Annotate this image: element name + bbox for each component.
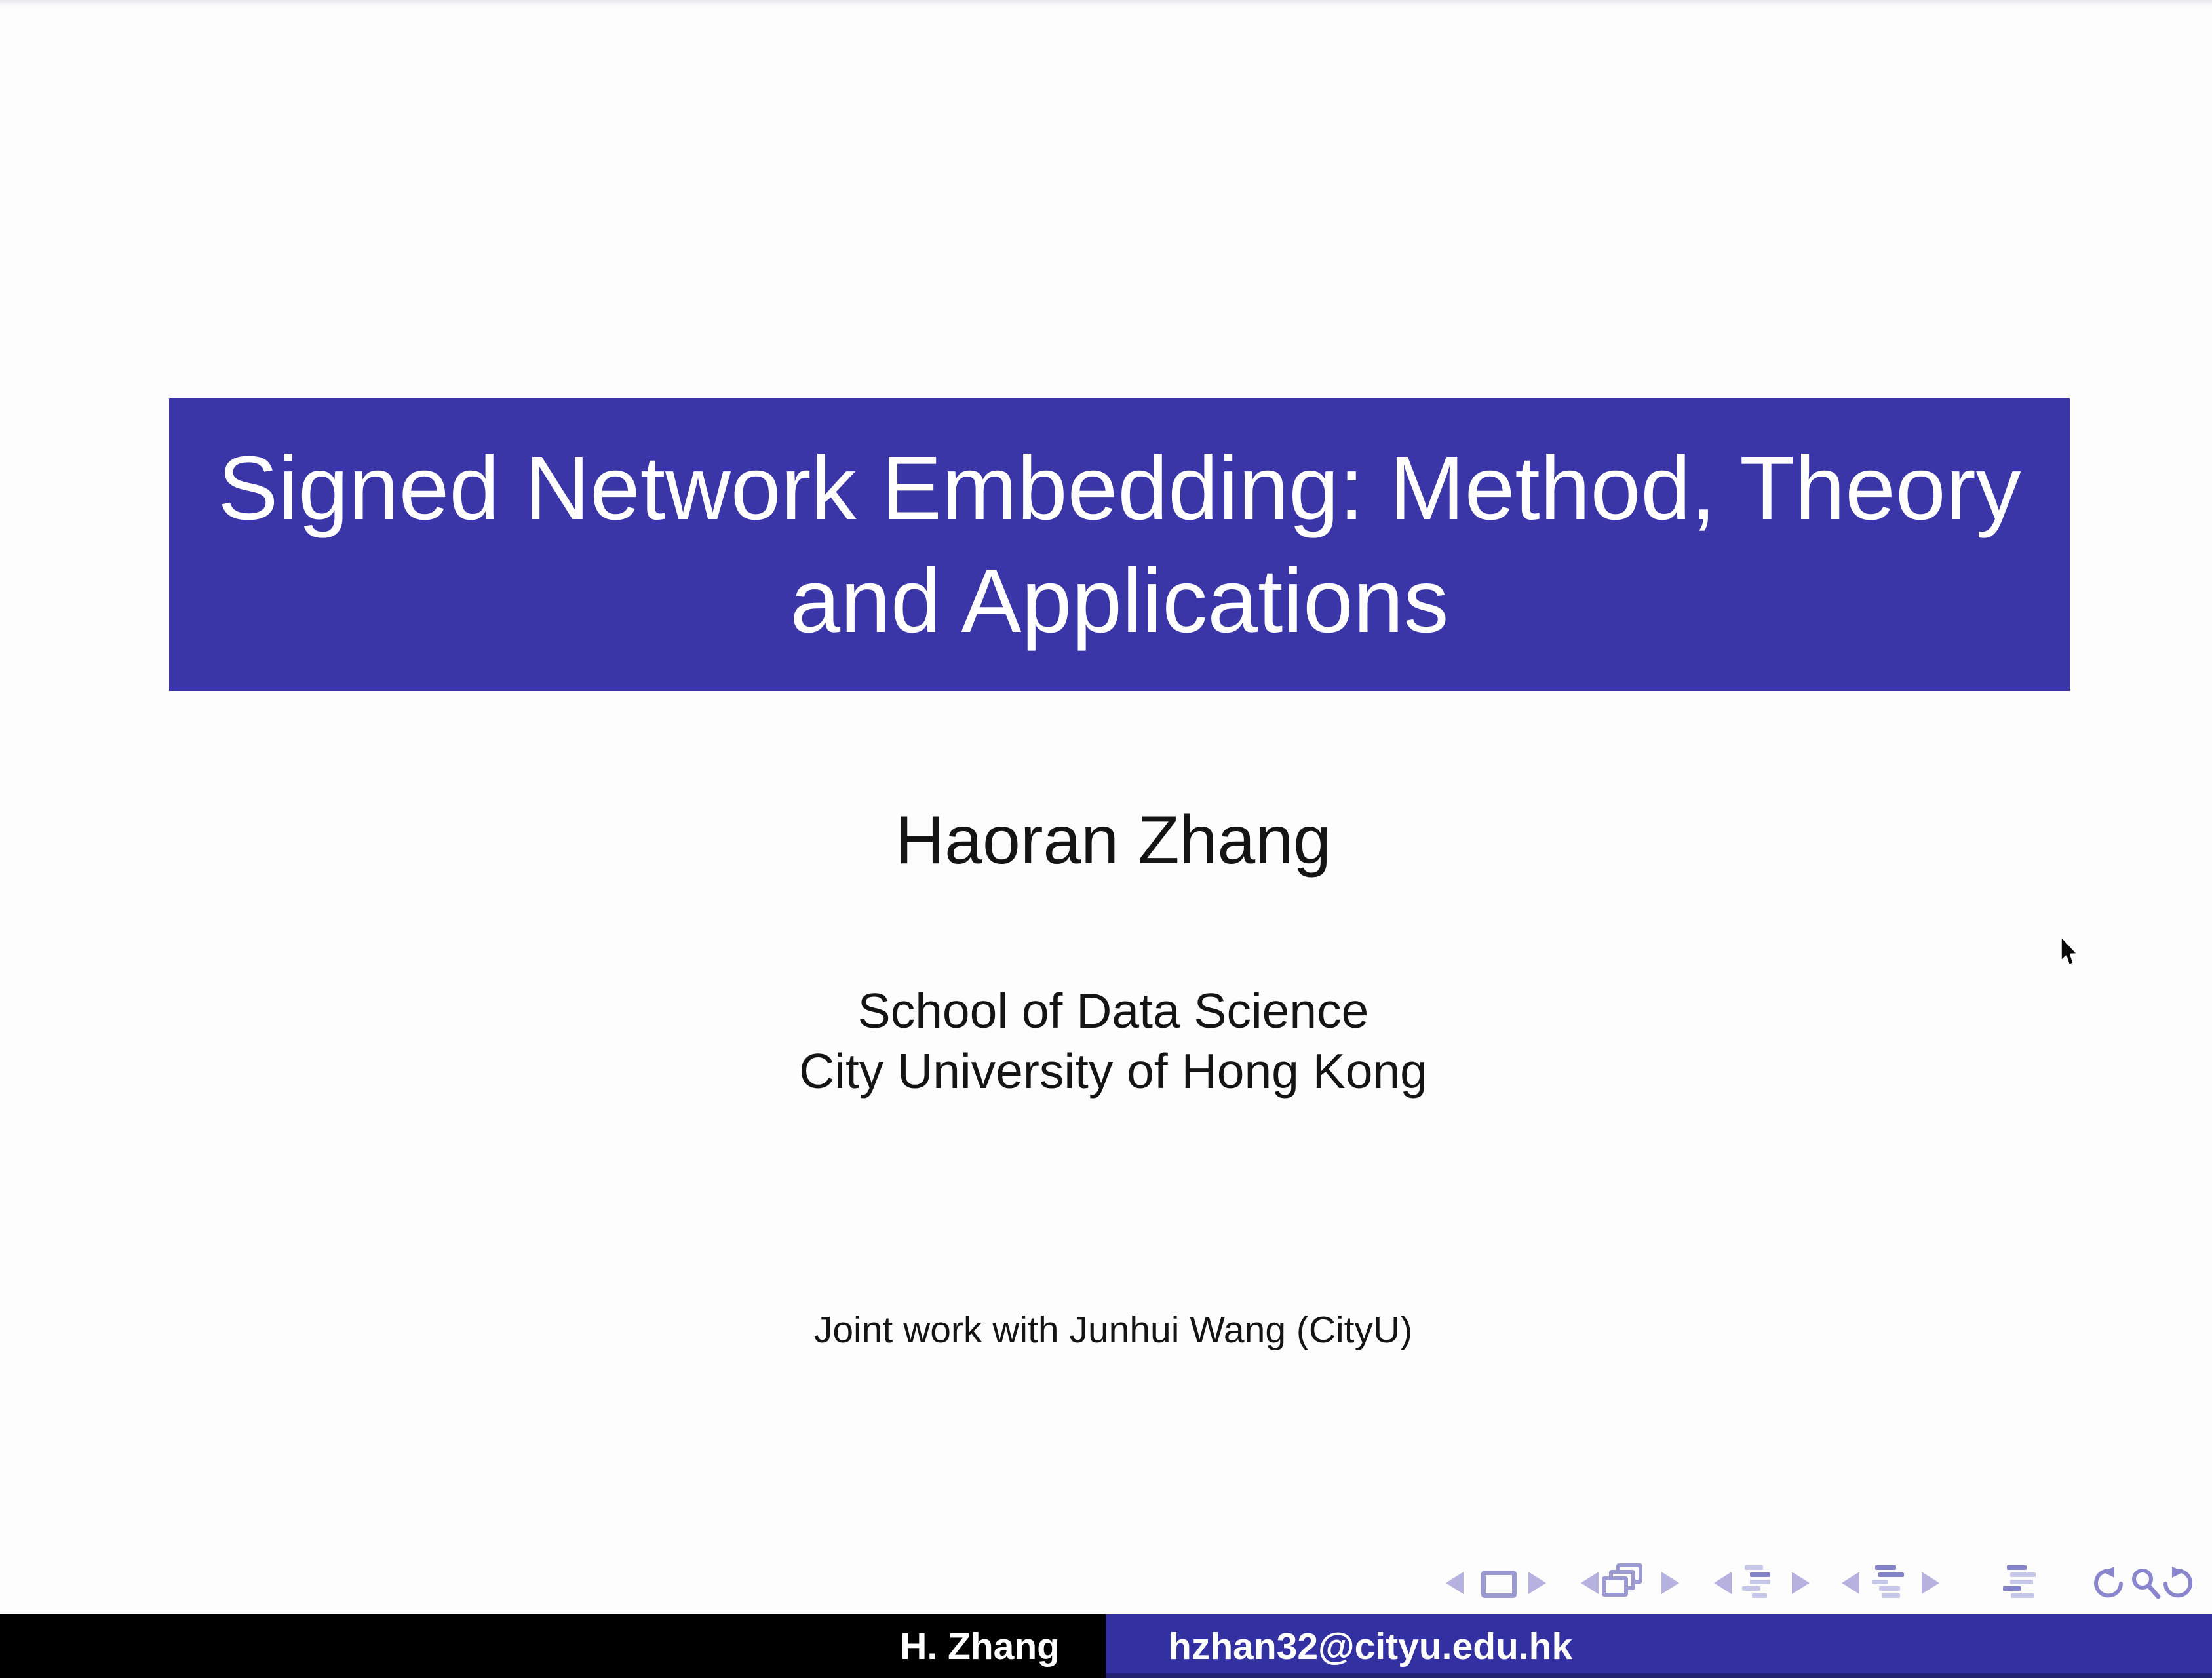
bar [1745,1565,1763,1570]
chevron-left-icon [1446,1572,1464,1594]
footer-bar [0,1614,2212,1678]
footer-email-box [1106,1614,2212,1678]
screen-edge [0,0,2212,7]
bar [2010,1580,2033,1584]
nav-section-button[interactable] [1872,1564,1905,1599]
bar [1875,1565,1896,1570]
bar [2003,1586,2021,1591]
chevron-right-icon [1528,1572,1546,1594]
bar [2010,1572,2036,1577]
nav-next-subsection-button[interactable] [1792,1565,1810,1594]
nav-prev-frame-button[interactable] [1581,1565,1599,1594]
chevron-right-icon [1792,1572,1810,1594]
nav-frame-button[interactable] [1602,1563,1644,1600]
footer-email: hzhan32@cityu.edu.hk [1169,1625,1573,1668]
frames-icon [1602,1563,1644,1600]
frame-front [1602,1576,1628,1597]
nav-search-button[interactable] [2129,1567,2162,1601]
slide-icon [1481,1571,1517,1598]
chevron-left-icon [1842,1572,1859,1594]
chevron-left-icon [1714,1572,1732,1594]
author-name: Haoran Zhang [895,802,1331,878]
nav-next-frame-button[interactable] [1661,1565,1679,1594]
title-banner [169,398,2070,691]
forward-icon [2163,1566,2198,1600]
nav-prev-slide-button[interactable] [1446,1565,1464,1594]
bar [1882,1593,1900,1598]
chevron-right-icon [1661,1572,1679,1594]
nav-appendix-button[interactable] [2003,1564,2036,1599]
affiliation [14,981,2212,1101]
nav-subsection-button[interactable] [1742,1564,1775,1599]
appendix-outline-icon [2003,1564,2036,1599]
bar [1752,1593,1767,1598]
bar [2011,1593,2034,1598]
bar [1750,1572,1770,1577]
arrow-pointer-icon [2061,937,2080,967]
search-icon [2129,1567,2162,1601]
footer-author-box [0,1614,1106,1678]
nav-prev-subsection-button[interactable] [1714,1565,1732,1594]
footer-author-short: H. Zhang [900,1625,1060,1668]
subsection-outline-icon [1742,1564,1775,1599]
section-outline-icon [1872,1564,1905,1599]
bar [1750,1580,1770,1584]
collaboration-note: Joint work with Junhui Wang (CityU) [813,1309,1413,1351]
nav-slide-button[interactable] [1481,1567,1517,1598]
bar [2007,1565,2027,1570]
nav-forward-button[interactable] [2163,1566,2198,1600]
affiliation-line-2: City University of Hong Kong [799,1044,1427,1099]
back-icon [2088,1566,2124,1600]
affiliation-line-1: School of Data Science [857,983,1369,1038]
chevron-left-icon [1581,1572,1599,1594]
slide-title-line-1: Signed Network Embedding: Method, Theory [218,437,2021,539]
bar [1879,1586,1900,1591]
nav-next-slide-button[interactable] [1528,1565,1546,1594]
nav-back-button[interactable] [2088,1566,2124,1600]
mouse-cursor [2061,937,2080,971]
nav-next-section-button[interactable] [1922,1565,1939,1594]
nav-prev-section-button[interactable] [1842,1565,1859,1594]
bar [1742,1586,1760,1591]
slide-title-line-2: and Applications [790,550,1449,652]
chevron-right-icon [1922,1572,1939,1594]
bar [1872,1580,1888,1584]
bar [1878,1572,1904,1577]
